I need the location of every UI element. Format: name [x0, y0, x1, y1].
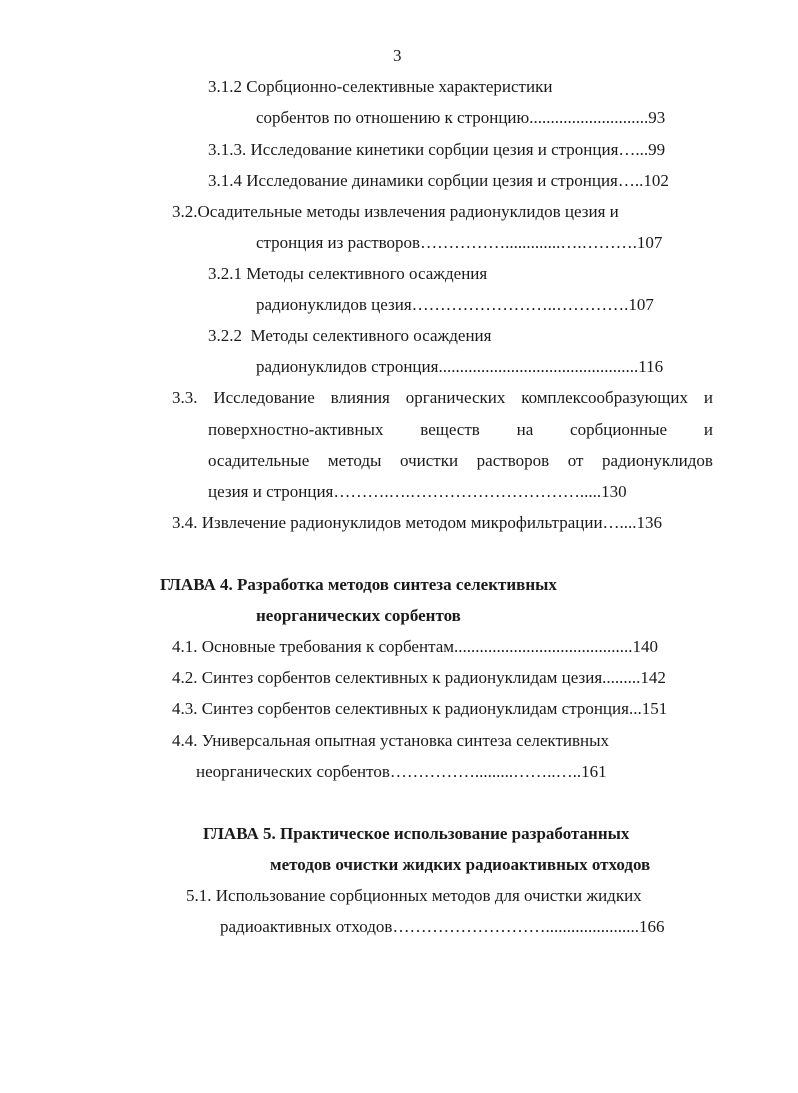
word: поверхностно-активных [208, 420, 384, 439]
word: очистки [400, 451, 459, 470]
word: комплексообразующих [521, 388, 688, 407]
toc-entry-3-3-line-3 [208, 451, 713, 471]
chapter-5-heading: ГЛАВА 5. Практическое использование разработанных [203, 824, 630, 843]
toc-entry-5-1-title: 5.1. Использование сорбционных методов для очистки жидких [186, 886, 642, 905]
toc-entry-4-4-title: 4.4. Универсальная опытная установка синтеза селективных [172, 731, 610, 750]
toc-entry-3-3-page: цезия и стронция……….….………………………….....130 [208, 482, 627, 501]
toc-entry-3-1-4: 3.1.4 Исследование динамики сорбции цезия и стронция…..102 [208, 171, 669, 190]
chapter-5-heading-cont: методов очистки жидких радиоактивных отходов [270, 855, 651, 874]
toc-entry-3-2-2-page: радионуклидов стронция...............................................116 [256, 357, 664, 376]
toc-entry-4-4-page: неорганических сорбентов…………….........……..…..161 [196, 762, 607, 781]
toc-entry-3-2-title: 3.2.Осадительные методы извлечения радионуклидов цезия и [172, 202, 619, 221]
word: Исследование [213, 388, 315, 407]
word: методы [327, 451, 382, 470]
word: радионуклидов [602, 451, 713, 470]
toc-entry-3-2-2-title: 3.2.2 Методы селективного осаждения [208, 326, 492, 345]
toc-entry-3-1-2-page: сорбентов по отношению к стронцию............................93 [256, 108, 666, 127]
toc-entry-3-3-line-1 [172, 388, 713, 408]
page-number: 3 [393, 46, 402, 65]
word: и [703, 388, 713, 407]
word: на [516, 420, 534, 439]
word: органических [405, 388, 506, 407]
toc-entry-3-1-3: 3.1.3. Исследование кинетики сорбции цезия и стронция…...99 [208, 140, 666, 159]
word: веществ [420, 420, 480, 439]
toc-entry-5-1-page: радиоактивных отходов………………………......................166 [220, 917, 665, 936]
toc-entry-4-1: 4.1. Основные требования к сорбентам..........................................140 [172, 637, 659, 656]
toc-entry-3-2-1-page: радионуклидов цезия……………………..………….107 [256, 295, 654, 314]
word: осадительные [208, 451, 310, 470]
toc-entry-3-2-1-title: 3.2.1 Методы селективного осаждения [208, 264, 488, 283]
toc-entry-3-2-page: стронция из растворов…………….............….……….107 [256, 233, 663, 252]
word: сорбционные [570, 420, 668, 439]
toc-entry-4-2: 4.2. Синтез сорбентов селективных к радионуклидам цезия.........142 [172, 668, 666, 687]
toc-entry-4-3: 4.3. Синтез сорбентов селективных к радионуклидам стронция...151 [172, 699, 668, 718]
chapter-4-heading-cont: неорганических сорбентов [256, 606, 461, 625]
toc-entry-3-1-2-title: 3.1.2 Сорбционно-селективные характеристики [208, 77, 553, 96]
toc-entry-3-3-line-2 [208, 420, 713, 440]
word: 3.3. [172, 388, 198, 407]
word: влияния [330, 388, 390, 407]
chapter-4-heading: ГЛАВА 4. Разработка методов синтеза селективных [160, 575, 557, 594]
word: и [703, 420, 713, 439]
word: растворов [476, 451, 550, 470]
toc-entry-3-4: 3.4. Извлечение радионуклидов методом микрофильтрации…....136 [172, 513, 663, 532]
word: от [567, 451, 584, 470]
